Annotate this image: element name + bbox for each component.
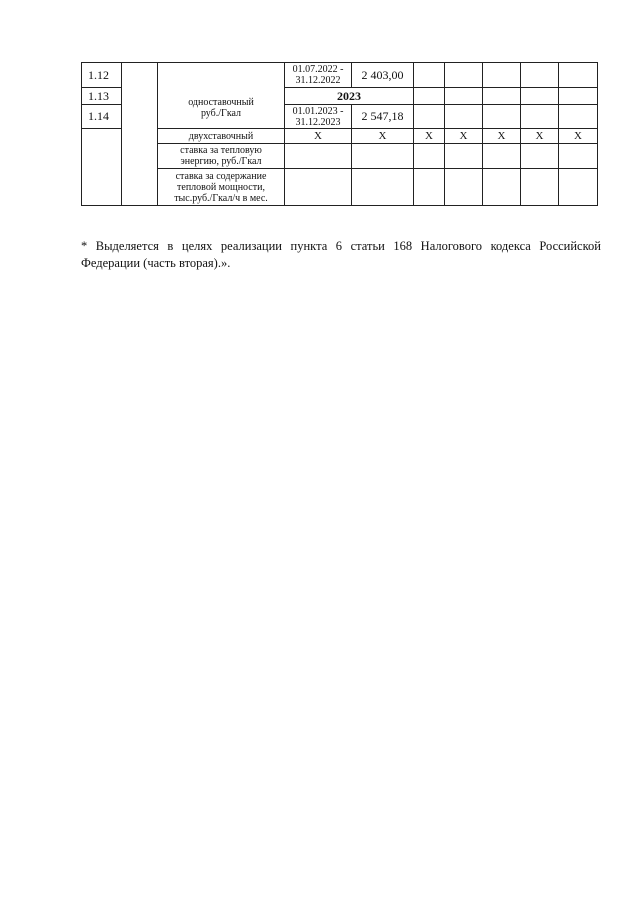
capacity-rate-line1: ставка за содержание <box>175 170 267 182</box>
empty-cell <box>414 88 445 105</box>
blank-cell <box>122 63 158 129</box>
empty-cell <box>559 88 598 105</box>
table-row <box>82 144 598 169</box>
tariff-value: 2 547,18 <box>352 105 414 129</box>
period-start: 01.01.2023 - <box>292 105 344 117</box>
two-rate-label: двухставочный <box>158 129 285 144</box>
empty-cell <box>521 105 559 129</box>
x-mark: X <box>352 129 414 144</box>
energy-rate-line2: энергию, руб./Гкал <box>180 156 262 167</box>
energy-rate-line1: ставка за тепловую <box>180 145 262 156</box>
empty-cell <box>414 105 445 129</box>
empty-cell <box>559 169 598 206</box>
blank-cell <box>122 129 158 206</box>
empty-cell <box>483 169 521 206</box>
empty-cell <box>445 144 483 169</box>
empty-cell <box>559 105 598 129</box>
row-number: 1.13 <box>82 88 122 105</box>
x-mark: X <box>285 129 352 144</box>
empty-cell <box>445 88 483 105</box>
footnote: * Выделяется в целях реализации пункта 6 статьи 168 Налогового кодекса Российской Федерации (часть вторая).». <box>81 238 601 270</box>
tariff-table <box>81 62 598 206</box>
empty-cell <box>352 144 414 169</box>
capacity-rate-line2: тепловой мощности, <box>177 181 265 193</box>
single-rate-line2: руб./Гкал <box>200 107 242 119</box>
empty-cell <box>414 144 445 169</box>
empty-cell <box>445 63 483 88</box>
x-mark: X <box>414 129 445 144</box>
blank-cell <box>158 63 285 88</box>
empty-cell <box>414 169 445 206</box>
x-mark: X <box>521 129 559 144</box>
year-header: 2023 <box>285 88 414 105</box>
x-mark: X <box>445 129 483 144</box>
empty-cell <box>559 63 598 88</box>
x-mark: X <box>559 129 598 144</box>
empty-cell <box>445 169 483 206</box>
empty-cell <box>483 63 521 88</box>
empty-cell <box>521 63 559 88</box>
empty-cell <box>352 169 414 206</box>
empty-cell <box>559 144 598 169</box>
x-mark: X <box>483 129 521 144</box>
blank-cell <box>82 129 122 206</box>
period-cell <box>285 63 352 88</box>
empty-cell <box>521 169 559 206</box>
single-rate-label <box>158 88 285 129</box>
empty-cell <box>521 144 559 169</box>
table-row <box>82 63 598 88</box>
table-row <box>82 88 598 105</box>
period-end: 31.12.2023 <box>295 116 341 128</box>
single-rate-line1: одноставочный <box>188 96 254 108</box>
empty-cell <box>285 144 352 169</box>
empty-cell <box>414 63 445 88</box>
capacity-rate-line3: тыс.руб./Гкал/ч в мес. <box>174 192 268 204</box>
empty-cell <box>285 169 352 206</box>
energy-rate-label <box>158 144 285 169</box>
period-start: 01.07.2022 - <box>292 64 344 75</box>
empty-cell <box>483 144 521 169</box>
period-cell <box>285 105 352 129</box>
empty-cell <box>445 105 483 129</box>
empty-cell <box>521 88 559 105</box>
table-row <box>82 129 598 144</box>
empty-cell <box>483 88 521 105</box>
row-number: 1.12 <box>82 63 122 88</box>
table-row <box>82 169 598 206</box>
capacity-rate-label <box>158 169 285 206</box>
row-number: 1.14 <box>82 105 122 129</box>
empty-cell <box>483 105 521 129</box>
period-end: 31.12.2022 <box>295 75 341 86</box>
tariff-value: 2 403,00 <box>352 63 414 88</box>
